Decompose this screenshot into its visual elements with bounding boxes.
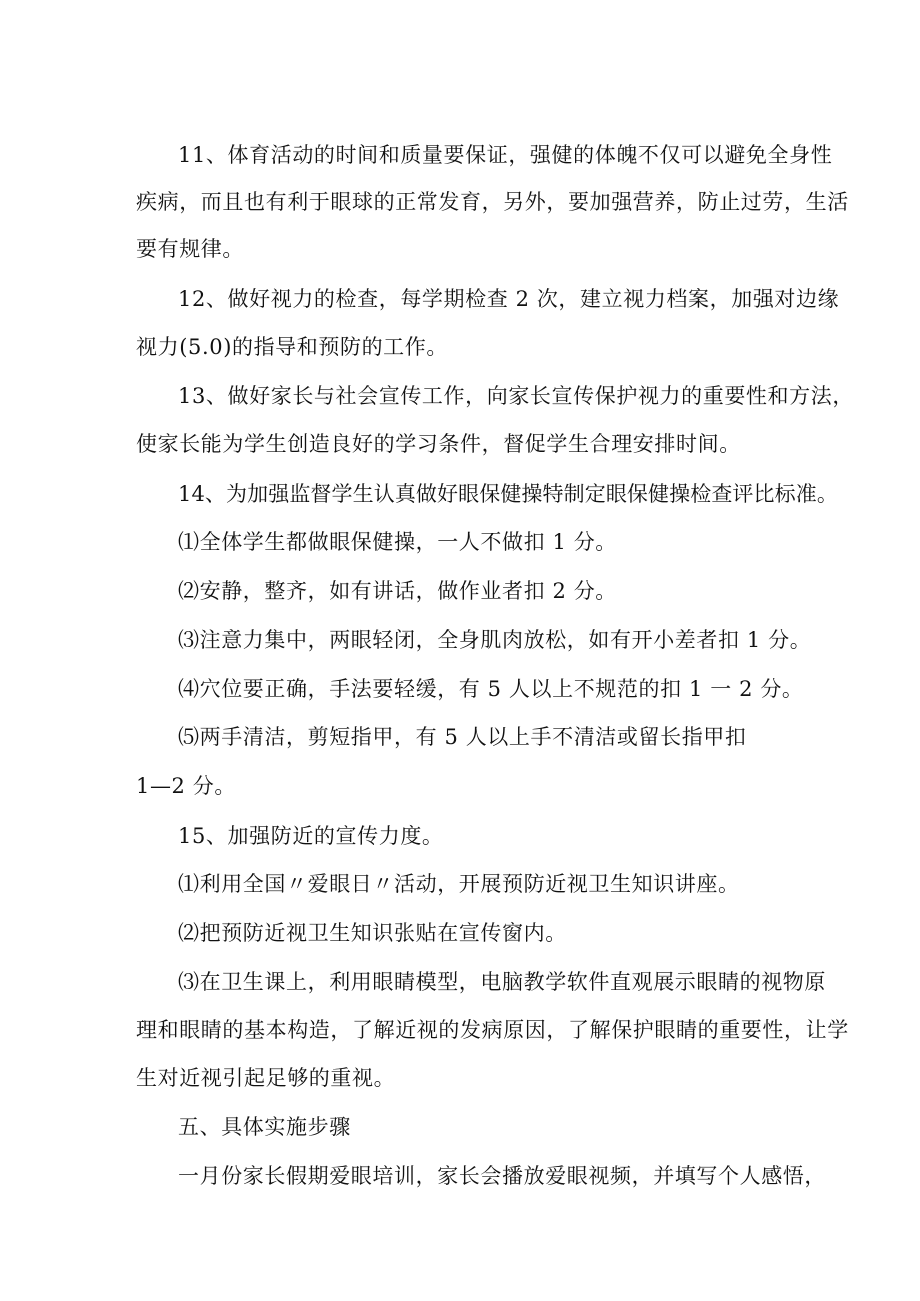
paragraph-14-item-4: ⑷穴位要正确，手法要轻缓，有 5 人以上不规范的扣 1 一 2 分。 (178, 677, 804, 701)
paragraph-12-line-1: 12、做好视力的检查，每学期检查 2 次，建立视力档案，加强对边缘 (178, 287, 840, 311)
section-heading: 五、具体实施步骤 (178, 1115, 351, 1139)
paragraph-15-item-1: ⑴利用全国〃爱眼日〃活动，开展预防近视卫生知识讲座。 (178, 872, 740, 896)
paragraph-15-item-2: ⑵把预防近视卫生知识张贴在宣传窗内。 (178, 921, 567, 945)
paragraph-11-line-2: 疾病，而且也有利于眼球的正常发育，另外，要加强营养，防止过劳，生活 (136, 190, 849, 214)
paragraph-15-title: 15、加强防近的宣传力度。 (178, 824, 444, 848)
paragraph-15-item-3-line-2: 理和眼睛的基本构造，了解近视的发病原因，了解保护眼睛的重要性，让学 (136, 1018, 849, 1042)
paragraph-13-line-2: 使家长能为学生创造良好的学习条件，督促学生合理安排时间。 (136, 432, 741, 456)
paragraph-13-line-1: 13、做好家长与社会宣传工作，向家长宣传保护视力的重要性和方法， (178, 384, 854, 408)
paragraph-14-item-1: ⑴全体学生都做眼保健操，一人不做扣 1 分。 (178, 530, 617, 554)
paragraph-14-item-2: ⑵安静，整齐，如有讲话，做作业者扣 2 分。 (178, 579, 617, 603)
paragraph-14-title: 14、为加强监督学生认真做好眼保健操特制定眼保健操检查评比标准。 (178, 482, 838, 506)
paragraph-14-item-3: ⑶注意力集中，两眼轻闭，全身肌肉放松，如有开小差者扣 1 分。 (178, 628, 812, 652)
paragraph-12-line-2: 视力(5.0)的指导和预防的工作。 (136, 335, 448, 359)
paragraph-14-item-5-line-1: ⑸两手清洁，剪短指甲，有 5 人以上手不清洁或留长指甲扣 (178, 725, 747, 749)
implementation-step-line-1: 一月份家长假期爱眼培训，家长会播放爱眼视频，并填写个人感悟， (178, 1164, 826, 1188)
paragraph-15-item-3-line-3: 生对近视引起足够的重视。 (136, 1066, 396, 1090)
paragraph-11-line-3: 要有规律。 (136, 237, 244, 261)
paragraph-11-line-1: 11、体育活动的时间和质量要保证，强健的体魄不仅可以避免全身性 (178, 143, 833, 167)
paragraph-15-item-3-line-1: ⑶在卫生课上，利用眼睛模型，电脑教学软件直观展示眼睛的视物原 (178, 970, 826, 994)
paragraph-14-item-5-line-2: 1—2 分。 (136, 774, 236, 798)
